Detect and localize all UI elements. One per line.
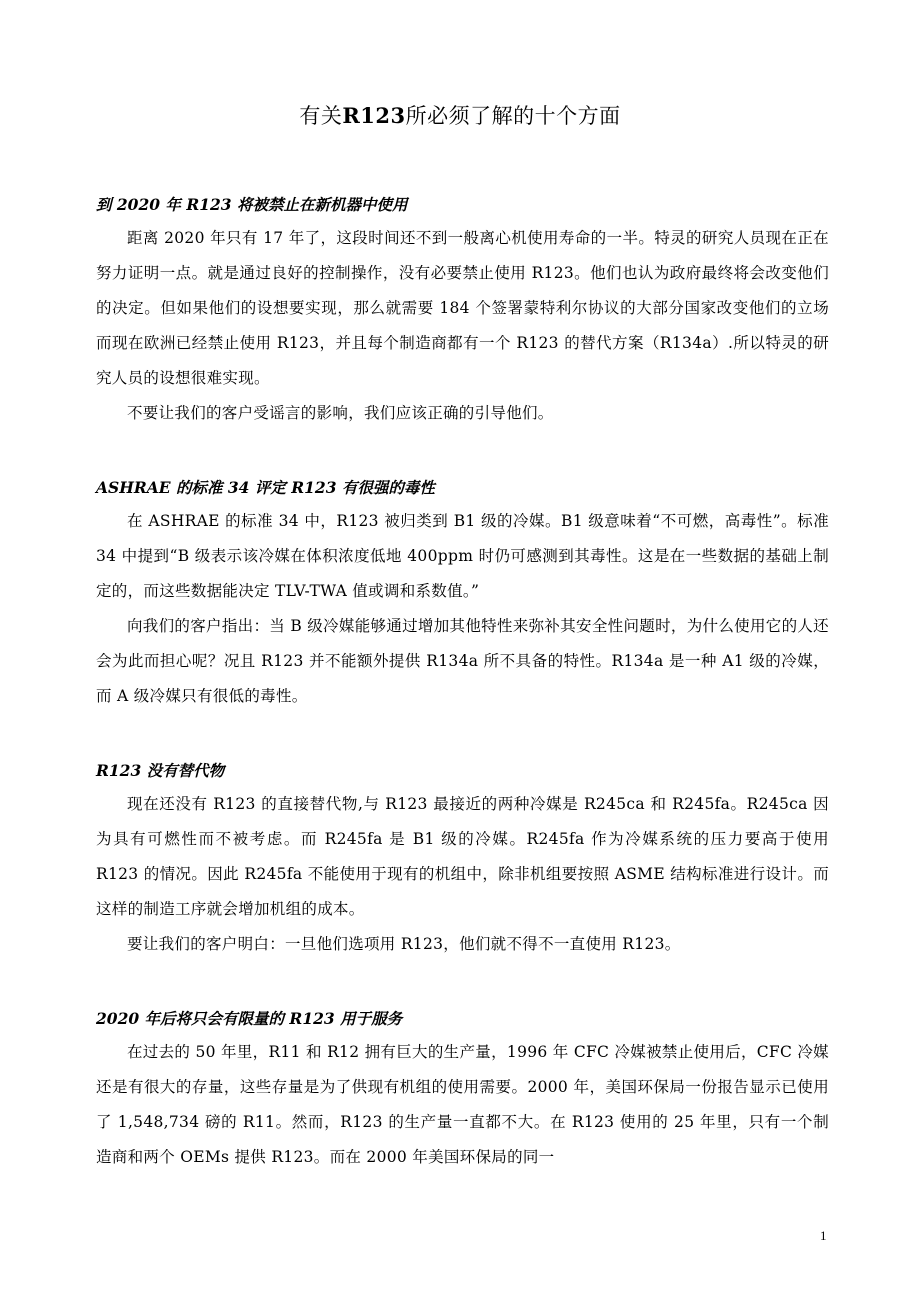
paragraph: 在过去的 50 年里，R11 和 R12 拥有巨大的生产量，1996 年 CFC 冷媒被禁止使用后，CFC 冷媒还是有很大的存量，这些存量是为了供现有机组的使用需要。2000 年，美国环保局一份报告显示已使用了 1,548,734 磅的 R11。然而，R123 的生产量一直都不大。在 R123 使用的 25 年里，只有一个制造商和两个 OEMs 提供 R123。而在 2000 年美国环保局的同一 [96,1043,829,1166]
section-limited-service [96,1002,829,1175]
document-body [96,188,829,1215]
section-ashrae-34 [96,471,829,714]
section-heading: ASHRAE 的标准 34 评定 R123 有很强的毒性 [96,478,435,497]
section-heading: 到 2020 年 R123 将被禁止在新机器中使用 [96,195,408,214]
section-heading: R123 没有替代物 [96,761,225,780]
paragraph: 在 ASHRAE 的标准 34 中，R123 被归类到 B1 级的冷媒。B1 级意味着“不可燃，高毒性”。标准 34 中提到“B 级表示该冷媒在体积浓度低地 400ppm 时仍可感测到其毒性。这是在一些数据的基础上制定的，而这些数据能决定 TLV-TWA 值或调和系数值。” [96,512,829,600]
paragraph: 不要让我们的客户受谣言的影响，我们应该正确的引导他们。 [127,404,554,422]
section-heading: 2020 年后将只会有限量的 R123 用于服务 [96,1009,403,1028]
paragraph: 距离 2020 年只有 17 年了，这段时间还不到一般离心机使用寿命的一半。特灵的研究人员现在正在努力证明一点。就是通过良好的控制操作，没有必要禁止使用 R123。他们也认为政府最终将会改变他们的决定。但如果他们的设想要实现，那么就需要 184 个签署蒙特利尔协议的大部分国家改变他们的立场而现在欧洲已经禁止使用 R123，并且每个制造商都有一个 R123 的替代方案（R134a）.所以特灵的研究人员的设想很难实现。 [96,229,829,387]
page-title [0,100,920,132]
paragraph: 现在还没有 R123 的直接替代物,与 R123 最接近的两种冷媒是 R245ca 和 R245fa。R245ca 因为具有可燃性而不被考虑。而 R245fa 是 B1 级的冷媒。R245fa 作为冷媒系统的压力要高于使用 R123 的情况。因此 R245fa 不能使用于现有的机组中，除非机组要按照 ASME 结构标准进行设计。而这样的制造工序就会增加机组的成本。 [96,795,829,918]
title-bold: R123 [342,103,406,128]
paragraph: 向我们的客户指出：当 B 级冷媒能够通过增加其他特性来弥补其安全性问题时，为什么使用它的人还会为此而担心呢？况且 R123 并不能额外提供 R134a 所不具备的特性。R134a 是一种 A1 级的冷媒，而 A 级冷媒只有很低的毒性。 [96,617,829,705]
title-prefix: 有关 [299,104,343,128]
title-suffix: 所必须了解的十个方面 [405,104,621,128]
section-no-substitute [96,754,829,962]
section-ban-2020 [96,188,829,431]
paragraph: 要让我们的客户明白：一旦他们选项用 R123，他们就不得不一直使用 R123。 [127,935,681,953]
page-number: 1 [820,1228,827,1243]
